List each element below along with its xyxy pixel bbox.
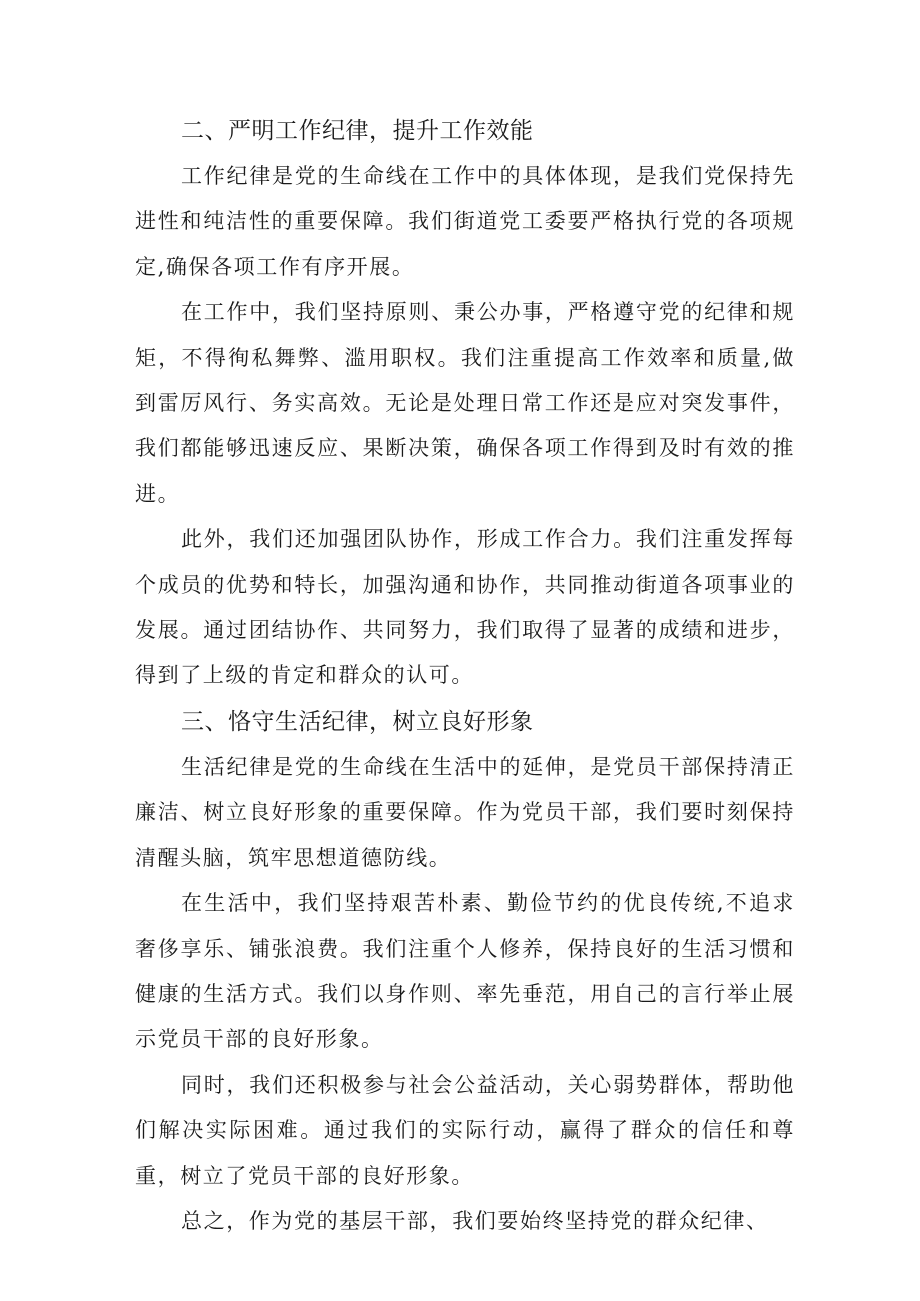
paragraph: 工作纪律是党的生命线在工作中的具体体现，是我们党保持先进性和纯洁性的重要保障。我们街道党工委要严格执行党的各项规定,确保各项工作有序开展。: [135, 164, 795, 279]
section-heading-2: 二、严明工作纪律，提升工作效能: [181, 118, 534, 144]
paragraph: 此外，我们还加强团队协作，形成工作合力。我们注重发挥每个成员的优势和特长，加强沟通和协作，共同推动街道各项事业的发展。通过团结协作、共同努力，我们取得了显著的成绩和进步，得到了上级的肯定和群众的认可。: [135, 527, 795, 688]
paragraph: 在生活中，我们坚持艰苦朴素、勤俭节约的优良传统,不追求奢侈享乐、铺张浪费。我们注重个人修养，保持良好的生活习惯和健康的生活方式。我们以身作则、率先垂范，用自己的言行举止展示党员干部的良好形象。: [135, 891, 795, 1052]
paragraph: 生活纪律是党的生命线在生活中的延伸，是党员干部保持清正廉洁、树立良好形象的重要保障。作为党员干部，我们要时刻保持清醒头脑，筑牢思想道德防线。: [135, 754, 795, 870]
paragraph: 总之，作为党的基层干部，我们要始终坚持党的群众纪律、: [181, 1208, 769, 1233]
section-heading-3: 三、恪守生活纪律，树立良好形象: [181, 708, 534, 735]
paragraph: 同时，我们还积极参与社会公益活动，关心弱势群体，帮助他们解决实际困难。通过我们的实际行动，赢得了群众的信任和尊重，树立了党员干部的良好形象。: [135, 1072, 795, 1188]
paragraph: 在工作中，我们坚持原则、秉公办事，严格遵守党的纪律和规矩，不得徇私舞弊、滥用职权。我们注重提高工作效率和质量,做到雷厉风行、务实高效。无论是处理日常工作还是应对突发事件，我们都能够迅速反应、果断决策，确保各项工作得到及时有效的推进。: [135, 300, 795, 506]
document-body: [135, 108, 795, 1244]
